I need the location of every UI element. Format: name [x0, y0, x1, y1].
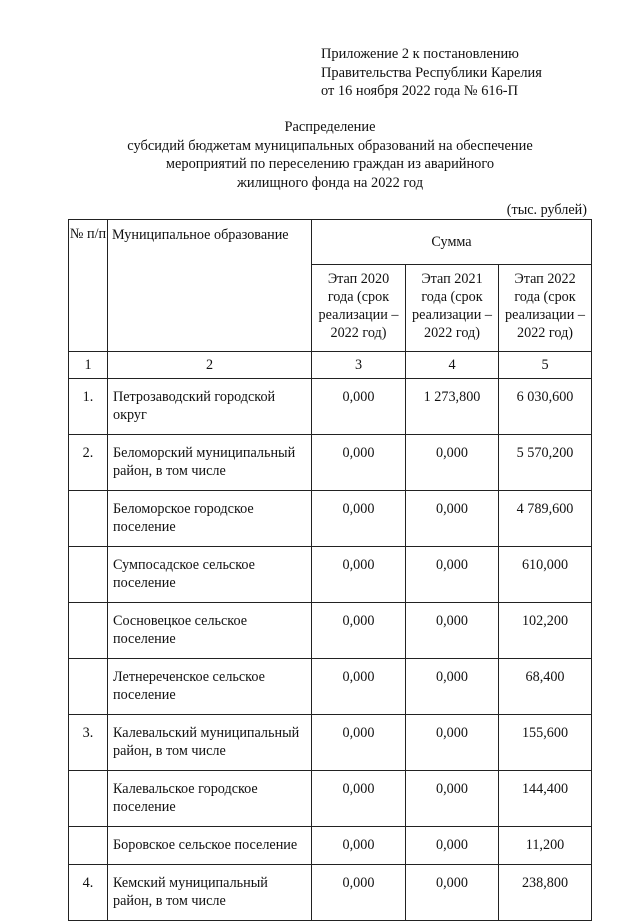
column-index: 5: [499, 352, 592, 379]
table-row: [69, 659, 592, 715]
value-2022: 5 570,200: [499, 435, 592, 491]
municipality-name: Боровское сельское поселение: [108, 827, 312, 865]
table-row: [69, 435, 592, 491]
column-index: 2: [108, 352, 312, 379]
value-2022: 68,400: [499, 659, 592, 715]
heading-line: жилищного фонда на 2022 год: [236, 174, 424, 191]
column-index: 3: [312, 352, 406, 379]
appendix-line: Приложение 2 к постановлению: [321, 46, 519, 62]
municipality-name: Летнереченское сельское поселение: [108, 659, 312, 715]
row-number: [69, 603, 108, 659]
header-stage-2021: Этап 2021 года (срок реализации – 2022 год): [406, 265, 499, 352]
row-number: 2.: [69, 435, 108, 491]
value-2020: 0,000: [312, 827, 406, 865]
value-2021: 0,000: [406, 435, 499, 491]
value-2021: 0,000: [406, 603, 499, 659]
table-row: [69, 827, 592, 865]
table-row: [69, 491, 592, 547]
document-heading: [60, 118, 600, 192]
row-number: [69, 659, 108, 715]
heading-line: Распределение: [284, 119, 376, 135]
municipality-name: Петрозаводский городской округ: [108, 379, 312, 435]
table-header-row: [69, 220, 592, 265]
appendix-note: [321, 45, 621, 101]
value-2020: 0,000: [312, 379, 406, 435]
value-2022: 155,600: [499, 715, 592, 771]
row-number: [69, 771, 108, 827]
units-note: (тыс. рублей): [506, 202, 587, 218]
value-2021: 0,000: [406, 659, 499, 715]
table-row: [69, 379, 592, 435]
value-2020: 0,000: [312, 865, 406, 921]
value-2022: 6 030,600: [499, 379, 592, 435]
value-2021: 0,000: [406, 715, 499, 771]
municipality-name: Калевальский муниципальный район, в том числе: [108, 715, 312, 771]
municipality-name: Беломорский муниципальный район, в том числе: [108, 435, 312, 491]
municipality-name: Сосновецкое сельское поселение: [108, 603, 312, 659]
header-stage-2020: Этап 2020 года (срок реализации – 2022 год): [312, 265, 406, 352]
row-number: 4.: [69, 865, 108, 921]
municipality-name: Кемский муниципальный район, в том числе: [108, 865, 312, 921]
row-number: 3.: [69, 715, 108, 771]
table-row: [69, 771, 592, 827]
value-2022: 144,400: [499, 771, 592, 827]
value-2022: 238,800: [499, 865, 592, 921]
heading-line: субсидий бюджетам муниципальных образований на обеспечение: [127, 137, 533, 154]
value-2022: 102,200: [499, 603, 592, 659]
column-index-row: [69, 352, 592, 379]
header-municipality: Муниципальное образование: [108, 220, 312, 352]
value-2021: 0,000: [406, 827, 499, 865]
row-number: [69, 827, 108, 865]
distribution-table: [68, 219, 592, 921]
value-2020: 0,000: [312, 491, 406, 547]
header-num: № п/п: [69, 220, 108, 352]
header-sum: Сумма: [312, 220, 592, 265]
value-2022: 4 789,600: [499, 491, 592, 547]
value-2022: 610,000: [499, 547, 592, 603]
value-2021: 0,000: [406, 865, 499, 921]
column-index: 1: [69, 352, 108, 379]
value-2021: 0,000: [406, 547, 499, 603]
column-index: 4: [406, 352, 499, 379]
row-number: [69, 491, 108, 547]
municipality-name: Беломорское городское поселение: [108, 491, 312, 547]
row-number: 1.: [69, 379, 108, 435]
value-2022: 11,200: [499, 827, 592, 865]
appendix-line: Правительства Республики Карелия: [321, 64, 542, 81]
row-number: [69, 547, 108, 603]
value-2021: 1 273,800: [406, 379, 499, 435]
value-2020: 0,000: [312, 435, 406, 491]
table-row: [69, 547, 592, 603]
municipality-name: Калевальское городское поселение: [108, 771, 312, 827]
table-row: [69, 603, 592, 659]
value-2020: 0,000: [312, 547, 406, 603]
value-2020: 0,000: [312, 771, 406, 827]
value-2021: 0,000: [406, 771, 499, 827]
value-2021: 0,000: [406, 491, 499, 547]
municipality-name: Сумпосадское сельское поселение: [108, 547, 312, 603]
table-row: [69, 715, 592, 771]
value-2020: 0,000: [312, 659, 406, 715]
value-2020: 0,000: [312, 603, 406, 659]
appendix-line: от 16 ноября 2022 года № 616-П: [321, 83, 518, 99]
table-row: [69, 865, 592, 921]
header-stage-2022: Этап 2022 года (срок реализации – 2022 год): [499, 265, 592, 352]
value-2020: 0,000: [312, 715, 406, 771]
heading-line: мероприятий по переселению граждан из аварийного: [165, 156, 495, 172]
